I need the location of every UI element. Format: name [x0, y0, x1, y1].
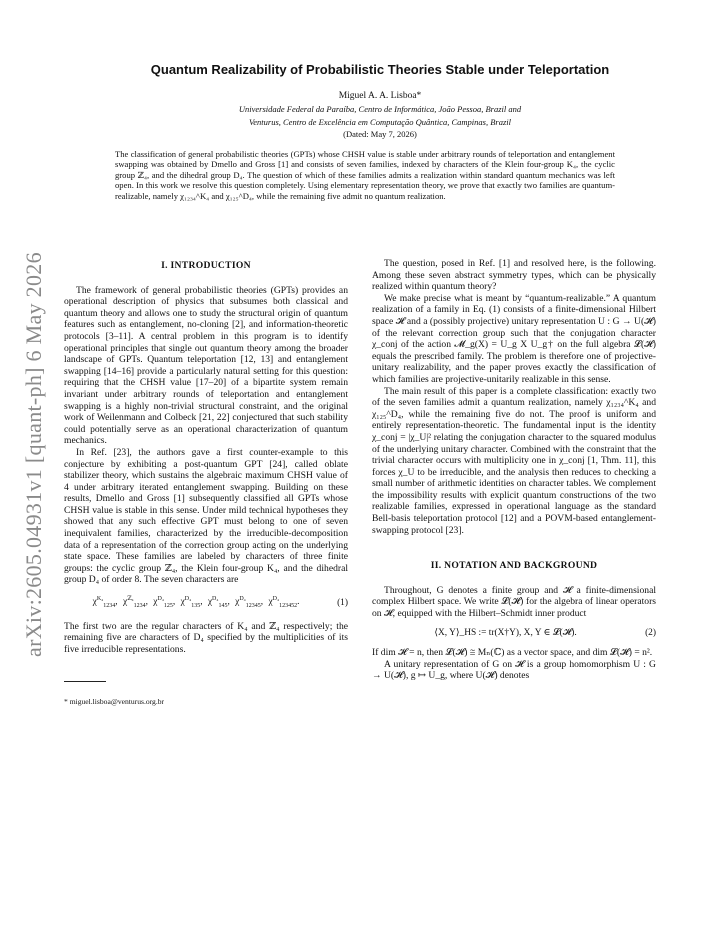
character-chi: $\chi^{D_4}_{125}$, [153, 596, 176, 610]
notation-paragraph-1: Throughout, G denotes a finite group and 𝓗 a finite-dimensional complex Hilbert space. We write 𝓛(𝓗) for the algebra of linear operators on 𝓗, equipped with the Hilbert–Schmidt inner product [372, 584, 656, 620]
affiliation-2: Venturus, Centro de Excelência em Computação Quântica, Campinas, Brazil [249, 117, 511, 127]
equation-1-number: (1) [337, 597, 348, 608]
right-paragraph-3: The main result of this paper is a complete classification: exactly two of the seven families admit a quantum realization, namely χ₁₂₃₄^K₄ and χ₁₂₅^D₄, while the remaining five do not. The proof is uniform and entirely representation-theoretic. The fundamental input is the identity χ_conj = |χ_U|² relating the conjugation character to the squared modulus of the underlying unitary character. Combined with the constraint that the trivial character occurs with multiplicity one in χ_conj [1, Thm. 11], this forces χ_U to be irreducible, and the analysis then reduces to checking a small number of arithmetic identities on character tables. We complement the impossibility results with explicit quantum constructions of the two realizable families, expressed in operational language as the standard Bell-basis teleportation protocol [12] and a POVM-based entanglement-swapping protocol [23]. [372, 385, 656, 536]
left-column [64, 258, 348, 708]
abstract: The classification of general probabilistic theories (GPTs) whose CHSH value is stable under arbitrary rounds of teleportation and entanglement swapping was obtained by Dmello and Gross [1] and consists of seven families, indexed by characters of the Klein four-group K₄, the cyclic group ℤ₄, and the dihedral group D₄. The question of which of these families admits a realization within standard quantum mechanics was left open. In this work we resolve this question completely. Using elementary representation theory, we prove that exactly two families are quantum-realizable, namely χ₁₂₃₄^K₄ and χ₁₂₅^D₄, while the remaining five admit no quantum realization. [115, 149, 615, 201]
character-chi: $\chi^{K_4}_{1234}$, [92, 596, 118, 610]
intro-paragraph-2: In Ref. [23], the authors gave a first counter-example to this conjecture by exhibiting a post-quantum GPT [24], called oblate stabilizer theory, which sustains the algebraic maximum CHSH value of 4 under arbitrary iterated entanglement swapping. Building on these results, Dmello and Gross [1] subsequently classified all GPTs whose CHSH value is stable in this sense. Under mild technical hypotheses they showed that any such effective GPT must belong to one of seven inequivalent families, characterized by the irreducible-decomposition data of a representation of the correction group acting on the underlying state space. These families are labeled by characters of three finite groups: the cyclic group ℤ₄, the Klein four-group K₄, and the dihedral group D₄ of order 8. The seven characters are [64, 446, 348, 586]
equation-1 [64, 594, 348, 613]
author-name: Miguel A. A. Lisboa* [338, 91, 422, 101]
character-chi: $\chi^{D_4}_{12345}$, [235, 596, 264, 610]
section-heading-notation: II. NOTATION AND BACKGROUND [430, 560, 598, 572]
equation-1-body [64, 594, 331, 613]
notation-paragraph-3: A unitary representation of G on 𝓗 is a group homomorphism U : G → U(𝓗), g ↦ U_g, where U(𝓗) denotes [372, 658, 656, 682]
right-paragraph-2: We make precise what is meant by “quantum-realizable.” A quantum realization of a family in Eq. (1) consists of a finite-dimensional Hilbert space 𝓗 and a (possibly projective) unitary representation U : G → U(𝓗) of the relevant correction group such that the conjugation character χ_conj of the action 𝓜_g(X) = U_g X U_g† on the full algebra 𝓛(𝓗) equals the prescribed family. The problem is therefore one of projective-unitary realizability, and the paper proves exactly the classification of which families are projective-unitarily realizable in this sense. [372, 292, 656, 385]
dated-line: (Dated: May 7, 2026) [343, 129, 417, 139]
character-chi: $\chi^{D_4}_{145}$, [207, 596, 230, 610]
character-chi: $\chi^{D_4}_{135}$, [180, 596, 203, 610]
section-heading-introduction: I. INTRODUCTION [161, 260, 251, 271]
character-chi: $\chi^{D_4}_{123452}$. [268, 596, 300, 610]
arxiv-identifier: arXiv:2605.04931v1 [quant-ph] 6 May 2026 [21, 252, 46, 658]
paper-title: Quantum Realizability of Probabilistic Theories Stable under Teleportation [150, 62, 610, 77]
equation-2-number: (2) [645, 627, 656, 638]
intro-paragraph-1: The framework of general probabilistic theories (GPTs) provides an operational description of physics that subsumes both classical and quantum theory and allows one to study the structural origin of quantum features such as entanglement, no-cloning [2], and information-theoretic protocols [3–11]. A central problem in this program is to identify operational principles that single out quantum theory among the broader landscape of GPTs. Quantum teleportation [12, 13] and entanglement swapping [14–16] provide a particularly natural setting for this question: requiring that the CHSH value [17–20] of a bipartite system remain invariant under arbitrary rounds of teleportation and entanglement swapping is a highly non-trivial structural constraint, and the original work of Weilenmann and Colbeck [21, 22] conjectured that such stability could potentially serve as an operational characterization of quantum mechanics. [64, 284, 348, 447]
footnote-email: * miguel.lisboa@venturus.org.br [64, 697, 165, 707]
footnote-rule [64, 681, 106, 682]
character-chi: $\chi^{ℤ_4}_{1234}$, [122, 596, 148, 610]
affiliation-1: Universidade Federal da Paraíba, Centro de Informática, João Pessoa, Brazil and [238, 104, 522, 114]
equation-2-body: ⟨X, Y⟩_HS := tr(X†Y), X, Y ∈ 𝓛(𝓗). [434, 627, 577, 638]
right-column [372, 258, 656, 682]
right-paragraph-1: The question, posed in Ref. [1] and resolved here, is the following. Among these seven abstract symmetry types, which can be physically realized within quantum theory? [372, 258, 656, 293]
notation-paragraph-2: If dim 𝓗 = n, then 𝓛(𝓗) ≅ Mₙ(ℂ) as a vector space, and dim 𝓛(𝓗) = n². [372, 647, 653, 659]
equation-2 [372, 628, 656, 640]
intro-paragraph-3: The first two are the regular characters of K₄ and ℤ₄ respectively; the remaining five are characters of D₄ specified by the multiplicities of its five irreducible representations. [64, 620, 348, 655]
